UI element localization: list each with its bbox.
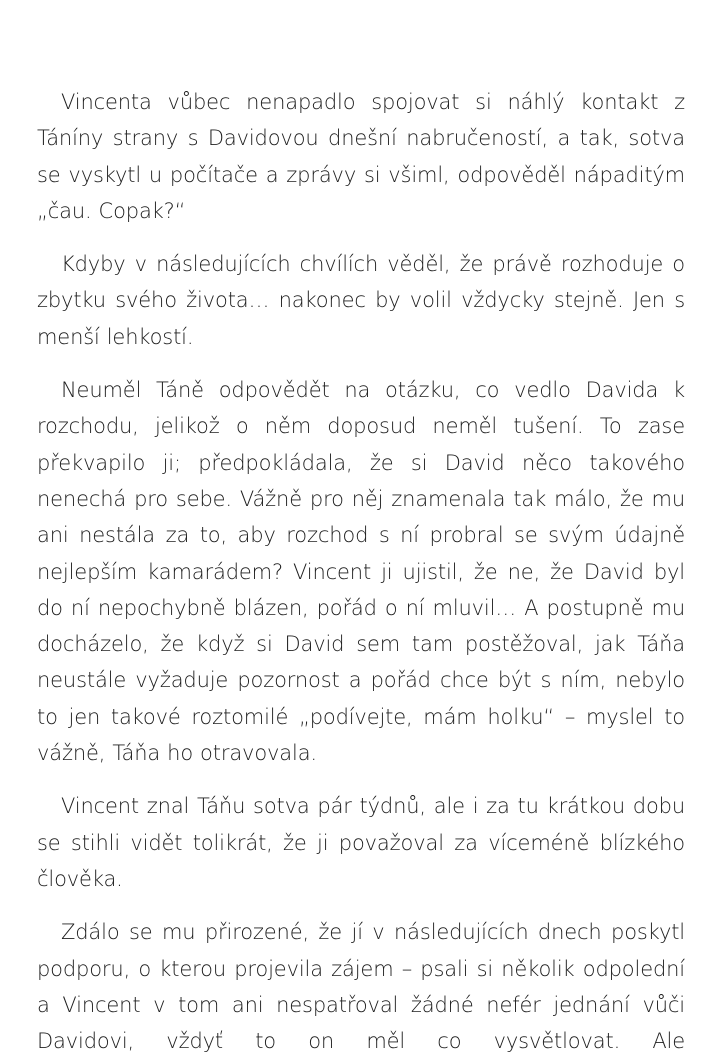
paragraph-1: Vincenta vůbec nenapadlo spojovat si náhlý kontakt z Táníny strany s Davidovou dnešní nabručeností, a tak, sotva se vyskytl u počítače a zprávy si všiml, odpověděl nápaditým „čau. Copak?“ [37, 90, 685, 223]
paragraph-4: Vincent znal Táňu sotva pár týdnů, ale i za tu krátkou dobu se stihli vidět tolikrát, že ji považoval za víceméně blízkého člověka. [37, 794, 685, 891]
paragraph-5: Zdálo se mu přirozené, že jí v následujících dnech poskytl podporu, o kterou projevila zájem – psali si několik odpolední a Vincent v tom ani nespatřoval žádné nefér jednání vůči Davidovi, vždyť to on měl co vysvětlovat. Ale [37, 920, 685, 1054]
paragraph-2: Kdyby v následujících chvílích věděl, že právě rozhoduje o zbytku svého života… nakonec by volil vždycky stejně. Jen s menší lehkostí. [37, 252, 685, 349]
page-body [37, 84, 685, 1059]
paragraph-3: Neuměl Táně odpovědět na otázku, co vedlo Davida k rozchodu, jelikož o něm doposud neměl tušení. To zase překvapilo ji; předpokládala, že si David něco takového nenechá pro sebe. Vážně pro něj znamenala tak málo, že mu ani nestála za to, aby rozchod s ní probral se svým údajně nejlepším kamarádem? Vincent ji ujistil, že ne, že David byl do ní nepochybně blázen, pořád o ní mluvil… A postupně mu docházelo, že když si David sem tam postěžoval, jak Táňa neustále vyžaduje pozornost a pořád chce být s ním, nebylo to jen takové roztomilé „podívejte, mám holku“ – myslel to vážně, Táňa ho otravovala. [37, 378, 685, 766]
